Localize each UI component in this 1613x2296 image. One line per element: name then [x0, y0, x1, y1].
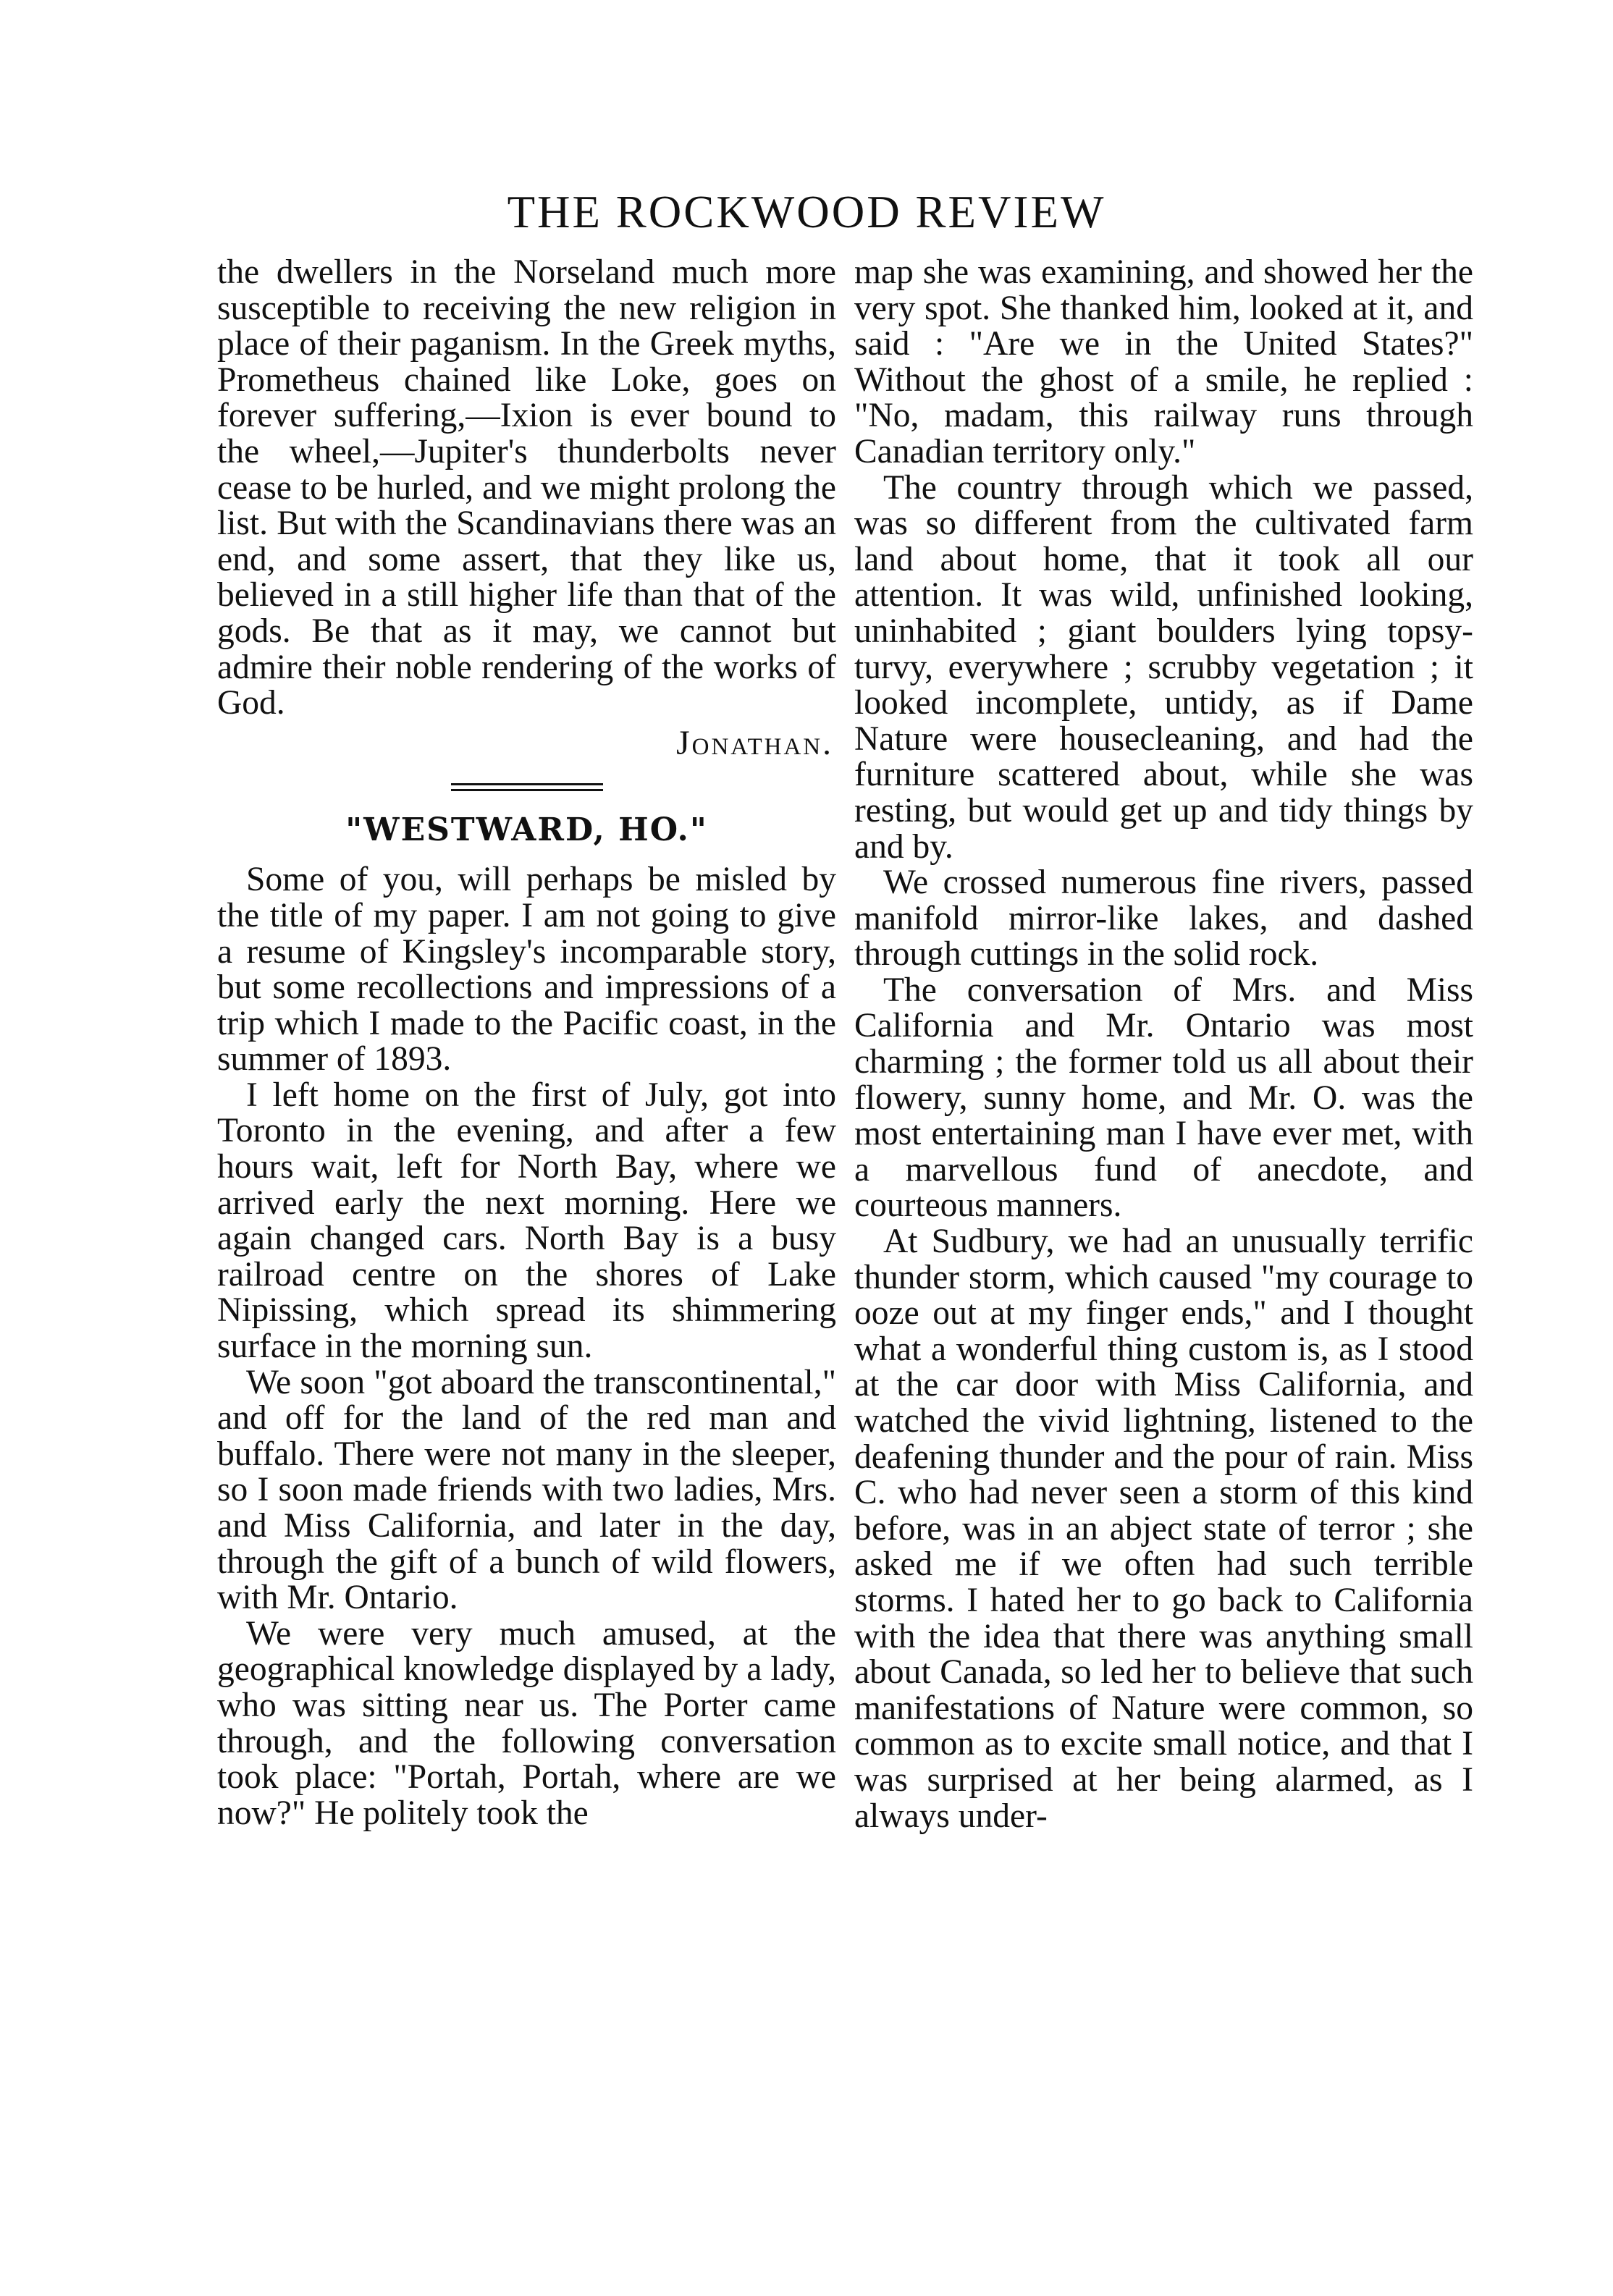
paragraph: We soon "got aboard the transcontinental," and off for the land of the red man and buffalo. There were not many in the sleeper, so I soon made friends with two ladies, Mrs. and Miss California, and later in the day, through the gift of a bunch of wild flowers, with Mr. Ontario.	[217, 1363, 836, 1617]
paragraph: map she was examining, and showed her the very spot. She thanked him, looked at it, and said : "Are we in the United States?" Without the ghost of a smile, he replied : "No, madam, this railway runs through Canadian territory only."	[854, 253, 1473, 470]
paragraph: The country through which we passed, was so different from the cultivated farm land about home, that it took all our attention. It was wild, unfinished looking, uninhabited ; giant boulders lying topsy-turvy, everywhere ; scrubby vegetation ; it looked incomplete, untidy, as if Dame Nature were housecleaning, and had the furniture scattered about, while she was resting, but would get up and tidy things by and by.	[854, 468, 1473, 866]
paragraph: Some of you, will perhaps be misled by the title of my paper. I am not going to give a resume of Kingsley's incomparable story, but some recollections and impressions of a trip which I made to the Pacific coast, in the summer of 1893.	[217, 861, 836, 1079]
section-divider	[451, 783, 603, 791]
paragraph: The conversation of Mrs. and Miss California and Mr. Ontario was most charming ; the former told us all about their flowery, sunny home, and Mr. O. was the most entertaining man I have ever met, with a marvellous fund of anecdote, and courteous manners.	[854, 971, 1473, 1225]
paragraph: We were very much amused, at the geographical knowledge displayed by a lady, who was sitting near us. The Porter came through, and the following conversation took place: "Portah, Portah, where are we now?" He politely took the	[217, 1614, 836, 1832]
author-signature: Jonathan.	[676, 724, 833, 762]
left-column	[217, 255, 836, 1831]
paragraph: We crossed numerous fine rivers, passed manifold mirror-like lakes, and dashed through cuttings in the solid rock.	[854, 864, 1473, 974]
paragraph: the dwellers in the Norseland much more susceptible to receiving the new religion in place of their paganism. In the Greek myths, Prometheus chained like Loke, goes on forever suffering,—Ixion is ever bound to the wheel,—Jupiter's thunderbolts never cease to be hurled, and we might prolong the list. But with the Scandinavians there was an end, and some assert, that they like us, believed in a still higher life than that of the gods. Be that as it may, we cannot but admire their noble rendering of the works of God.	[217, 253, 836, 722]
running-header: THE ROCKWOOD REVIEW	[507, 187, 1106, 237]
right-column	[854, 255, 1473, 1834]
paragraph: At Sudbury, we had an unusually terrific thunder storm, which caused "my courage to ooze out at my finger ends," and I thought what a wonderful thing custom is, as I stood at the car door with Miss California, and watched the vivid lightning, listened to the deafening thunder and the pour of rain. Miss C. who had never seen a storm of this kind before, was in an abject state of terror ; she asked me if we often had such terrible storms. I hated her to go back to California with the idea that there was anything small about Canada, so led her to believe that such manifestations of Nature were common, so common as to excite small notice, and that I was surprised at her being alarmed, as I always under-	[854, 1223, 1473, 1835]
article-title: "WESTWARD, HO."	[345, 811, 708, 849]
paragraph: I left home on the first of July, got into Toronto in the evening, and after a few hours wait, left for North Bay, where we arrived early the next morning. Here we again changed cars. North Bay is a busy railroad centre on the shores of Lake Nipissing, which spread its shimmering surface in the morning sun.	[217, 1076, 836, 1366]
